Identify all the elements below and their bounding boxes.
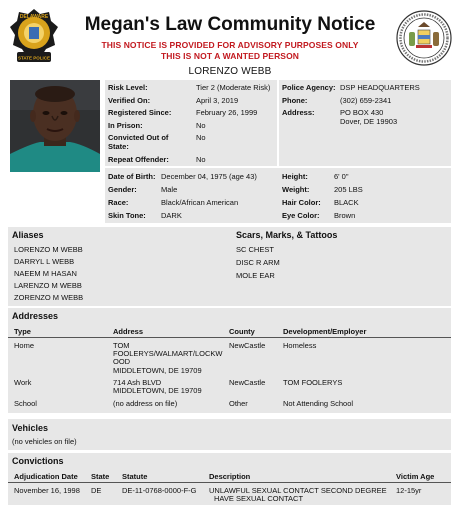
address-line: TOM: [113, 341, 130, 350]
conviction-victim-age: 12-15yr: [396, 486, 422, 495]
mark-item: SC CHEST: [236, 245, 274, 254]
race-value: Black/African American: [161, 198, 239, 207]
police-agency-label: Police Agency:: [282, 83, 336, 92]
address-employer: Not Attending School: [283, 399, 354, 408]
offender-photo: [10, 80, 100, 172]
conviction-description-line-1: UNLAWFUL SEXUAL CONTACT SECOND DEGREE: [209, 486, 387, 495]
address-county: NewCastle: [229, 378, 266, 387]
gender-label: Gender:: [108, 185, 137, 194]
hair-color-value: BLACK: [334, 198, 359, 207]
in-prison-label: In Prison:: [108, 121, 143, 130]
weight-value: 205 LBS: [334, 185, 363, 194]
agency-address-line-2: Dover, DE 19903: [340, 117, 398, 126]
alias-item: NAEEM M HASAN: [14, 269, 77, 278]
height-value: 6' 0": [334, 172, 349, 181]
conviction-col-date: Adjudication Date: [14, 472, 78, 481]
badge-text-bottom: STATE POLICE: [17, 55, 51, 61]
address-line: OOD: [113, 357, 131, 366]
weight-label: Weight:: [282, 185, 310, 194]
registered-since-value: February 26, 1999: [196, 108, 258, 117]
marks-heading: Scars, Marks, & Tattoos: [236, 230, 338, 240]
phone-label: Phone:: [282, 96, 308, 105]
address-type-work: Work: [14, 378, 32, 387]
addresses-heading: Addresses: [12, 311, 59, 321]
convicted-out-of-state-label-1: Convicted Out of: [108, 133, 169, 142]
gender-value: Male: [161, 185, 178, 194]
conviction-col-statute: Statute: [122, 472, 148, 481]
address-col-type: Type: [14, 327, 31, 336]
address-county: NewCastle: [229, 341, 266, 350]
phone-value: (302) 659-2341: [340, 96, 392, 105]
address-header-divider: [8, 337, 451, 338]
agency-address-label: Address:: [282, 108, 315, 117]
risk-level-value: Tier 2 (Moderate Risk): [196, 83, 271, 92]
eye-color-label: Eye Color:: [282, 211, 320, 220]
alias-item: DARRYL L WEBB: [14, 257, 75, 266]
alias-item: LORENZO M WEBB: [14, 245, 83, 254]
vehicles-heading: Vehicles: [12, 423, 49, 433]
address-line: (no address on file): [113, 399, 178, 408]
conviction-statute: DE-11-0768-0000-F-G: [122, 486, 197, 495]
mark-item: DISC R ARM: [236, 258, 280, 267]
advisory-warning: THIS NOTICE IS PROVIDED FOR ADVISORY PURPOSES ONLY: [101, 40, 359, 50]
address-employer: Homeless: [283, 341, 317, 350]
dob-label: Date of Birth:: [108, 172, 156, 181]
not-wanted-warning: THIS IS NOT A WANTED PERSON: [160, 51, 300, 61]
skin-tone-label: Skin Tone:: [108, 211, 146, 220]
address-type-school: School: [14, 399, 37, 408]
address-col-county: County: [229, 327, 255, 336]
height-label: Height:: [282, 172, 308, 181]
agency-address-line-1: PO BOX 430: [340, 108, 384, 117]
dob-value: December 04, 1975 (age 43): [161, 172, 257, 181]
address-employer: TOM FOOLERYS: [283, 378, 343, 387]
address-line: MIDDLETOWN, DE 19709: [113, 366, 202, 375]
aliases-heading: Aliases: [12, 230, 44, 240]
alias-item: LARENZO M WEBB: [14, 281, 82, 290]
page-title: Megan's Law Community Notice: [84, 14, 376, 35]
verified-on-label: Verified On:: [108, 96, 151, 105]
alias-item: ZORENZO M WEBB: [14, 293, 84, 302]
badge-text-top: DELAWARE: [19, 14, 49, 20]
convicted-out-of-state-value: No: [196, 133, 206, 142]
police-agency-value: DSP HEADQUARTERS: [340, 83, 420, 92]
skin-tone-value: DARK: [161, 211, 182, 220]
address-type-home: Home: [14, 341, 35, 350]
offender-name: LORENZO WEBB: [188, 66, 272, 77]
conviction-col-state: State: [91, 472, 110, 481]
no-vehicles-text: (no vehicles on file): [12, 437, 77, 446]
conviction-col-description: Description: [209, 472, 251, 481]
address-line: 714 Ash BLVD: [113, 378, 162, 387]
address-line: MIDDLETOWN, DE 19709: [113, 386, 202, 395]
address-col-address: Address: [113, 327, 144, 336]
registered-since-label: Registered Since:: [108, 108, 172, 117]
conviction-state: DE: [91, 486, 102, 495]
address-county: Other: [229, 399, 248, 408]
address-line: FOOLERYS/WALMART/LOCKW: [113, 349, 223, 358]
eye-color-value: Brown: [334, 211, 356, 220]
convictions-heading: Convictions: [12, 456, 64, 466]
addresses-panel: [8, 308, 451, 413]
conviction-header-divider: [8, 482, 451, 483]
conviction-col-victim-age: Victim Age: [396, 472, 435, 481]
repeat-offender-label: Repeat Offender:: [108, 155, 169, 164]
physical-panel: [105, 168, 451, 223]
conviction-description-line-2: HAVE SEXUAL CONTACT: [214, 494, 304, 503]
address-col-employer: Development/Employer: [283, 327, 367, 336]
delaware-state-seal-icon: [396, 10, 452, 66]
verified-on-value: April 3, 2019: [196, 96, 239, 105]
conviction-date: November 16, 1998: [14, 486, 80, 495]
race-label: Race:: [108, 198, 129, 207]
mark-item: MOLE EAR: [236, 271, 275, 280]
state-police-badge-icon: [9, 8, 59, 66]
in-prison-value: No: [196, 121, 206, 130]
repeat-offender-value: No: [196, 155, 206, 164]
risk-level-label: Risk Level:: [108, 83, 148, 92]
hair-color-label: Hair Color:: [282, 198, 321, 207]
convicted-out-of-state-label-2: State:: [108, 142, 129, 151]
